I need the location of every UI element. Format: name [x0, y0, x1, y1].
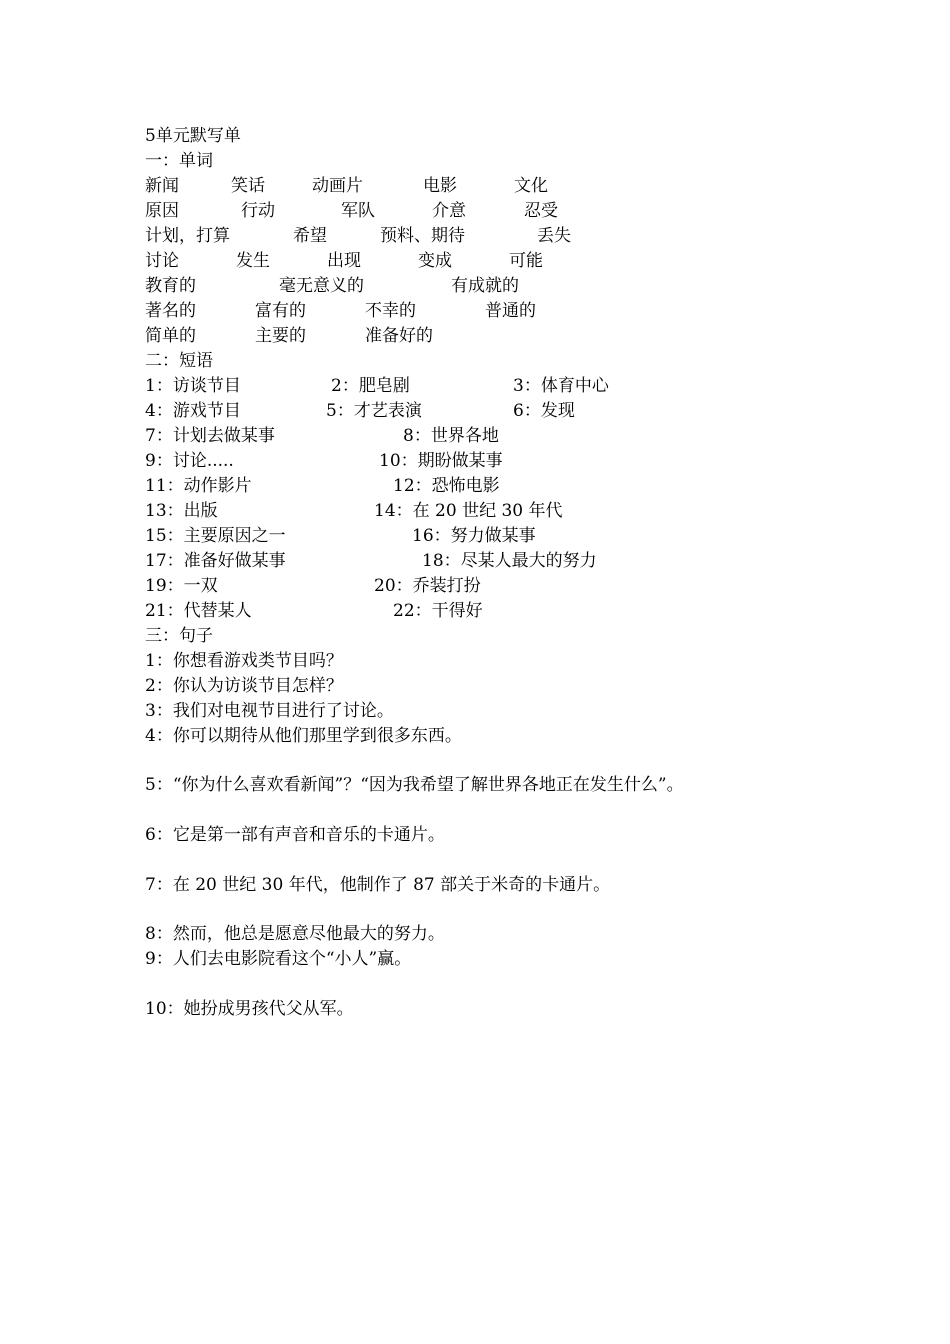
phrase-item: 13：出版 [145, 501, 218, 521]
words-heading: 一：单词 [145, 151, 213, 171]
sentences-heading: 三：句子 [145, 626, 213, 646]
word-item: 毫无意义的 [279, 276, 364, 296]
word-row [0, 325, 950, 347]
phrase-item: 4：游戏节目 [145, 401, 241, 421]
word-row [0, 175, 950, 197]
word-row [0, 275, 950, 297]
word-item: 教育的 [145, 276, 196, 296]
word-item: 普通的 [485, 301, 536, 321]
phrase-row [0, 500, 950, 522]
phrase-item: 20：乔装打扮 [374, 576, 481, 596]
word-item: 新闻 [145, 176, 179, 196]
word-item: 电影 [423, 176, 457, 196]
word-item: 讨论 [145, 251, 179, 271]
word-item: 可能 [509, 251, 543, 271]
sentence-item: 7：在 20 世纪 30 年代，他制作了 87 部关于米奇的卡通片。 [145, 875, 611, 895]
phrase-item: 10：期盼做某事 [379, 451, 503, 471]
phrase-row [0, 525, 950, 547]
word-item: 预料、期待 [380, 226, 465, 246]
sentence-item: 8：然而，他总是愿意尽他最大的努力。 [145, 924, 445, 944]
phrase-item: 14：在 20 世纪 30 年代 [374, 501, 563, 521]
phrase-item: 11：动作影片 [145, 476, 252, 496]
word-item: 介意 [432, 201, 466, 221]
sentence-item: 5：“你为什么喜欢看新闻”？“因为我希望了解世界各地正在发生什么”。 [145, 775, 684, 795]
phrase-row [0, 450, 950, 472]
phrase-item: 19：一双 [145, 576, 218, 596]
word-item: 著名的 [145, 301, 196, 321]
word-item: 简单的 [145, 326, 196, 346]
phrase-item: 1：访谈节目 [145, 376, 241, 396]
sentence-item: 1：你想看游戏类节目吗？ [145, 651, 343, 671]
phrase-row [0, 400, 950, 422]
word-item: 希望 [293, 226, 327, 246]
phrase-item: 15：主要原因之一 [145, 526, 286, 546]
word-row [0, 250, 950, 272]
phrase-row [0, 550, 950, 572]
phrases-heading: 二：短语 [145, 351, 213, 371]
word-item: 不幸的 [365, 301, 416, 321]
word-item: 行动 [241, 201, 275, 221]
sentence-item: 6：它是第一部有声音和音乐的卡通片。 [145, 825, 445, 845]
word-item: 军队 [341, 201, 375, 221]
phrase-item: 9：讨论..... [145, 451, 234, 471]
phrase-item: 22：干得好 [393, 601, 483, 621]
word-row [0, 200, 950, 222]
word-item: 计划，打算 [145, 226, 230, 246]
phrase-item: 16：努力做某事 [412, 526, 536, 546]
word-item: 主要的 [255, 326, 306, 346]
sentence-item: 9：人们去电影院看这个“小人”赢。 [145, 949, 412, 969]
word-item: 准备好的 [365, 326, 433, 346]
phrase-item: 5：才艺表演 [326, 401, 422, 421]
phrase-item: 3：体育中心 [513, 376, 609, 396]
word-item: 有成就的 [451, 276, 519, 296]
word-row [0, 225, 950, 247]
word-item: 出现 [327, 251, 361, 271]
word-item: 变成 [418, 251, 452, 271]
word-item: 忍受 [524, 201, 558, 221]
phrase-item: 17：准备好做某事 [145, 551, 286, 571]
sentence-item: 10：她扮成男孩代父从军。 [145, 999, 354, 1019]
phrase-row [0, 375, 950, 397]
word-item: 原因 [145, 201, 179, 221]
phrase-item: 18：尽某人最大的努力 [422, 551, 597, 571]
phrase-item: 8：世界各地 [403, 426, 499, 446]
word-item: 丢失 [537, 226, 571, 246]
word-item: 发生 [236, 251, 270, 271]
word-item: 富有的 [255, 301, 306, 321]
word-row [0, 300, 950, 322]
phrase-row [0, 425, 950, 447]
phrase-item: 12：恐怖电影 [393, 476, 500, 496]
phrase-item: 6：发现 [513, 401, 575, 421]
sentence-item: 4：你可以期待从他们那里学到很多东西。 [145, 726, 462, 746]
phrase-row [0, 475, 950, 497]
page-title: 5单元默写单 [145, 126, 241, 146]
word-item: 笑话 [231, 176, 265, 196]
word-item: 动画片 [312, 176, 363, 196]
phrase-item: 2：肥皂剧 [331, 376, 410, 396]
phrase-row [0, 575, 950, 597]
sentence-item: 2：你认为访谈节目怎样？ [145, 676, 343, 696]
phrase-item: 7：计划去做某事 [145, 426, 275, 446]
word-item: 文化 [514, 176, 548, 196]
phrase-item: 21：代替某人 [145, 601, 252, 621]
sentence-item: 3：我们对电视节目进行了讨论。 [145, 701, 394, 721]
phrase-row [0, 600, 950, 622]
